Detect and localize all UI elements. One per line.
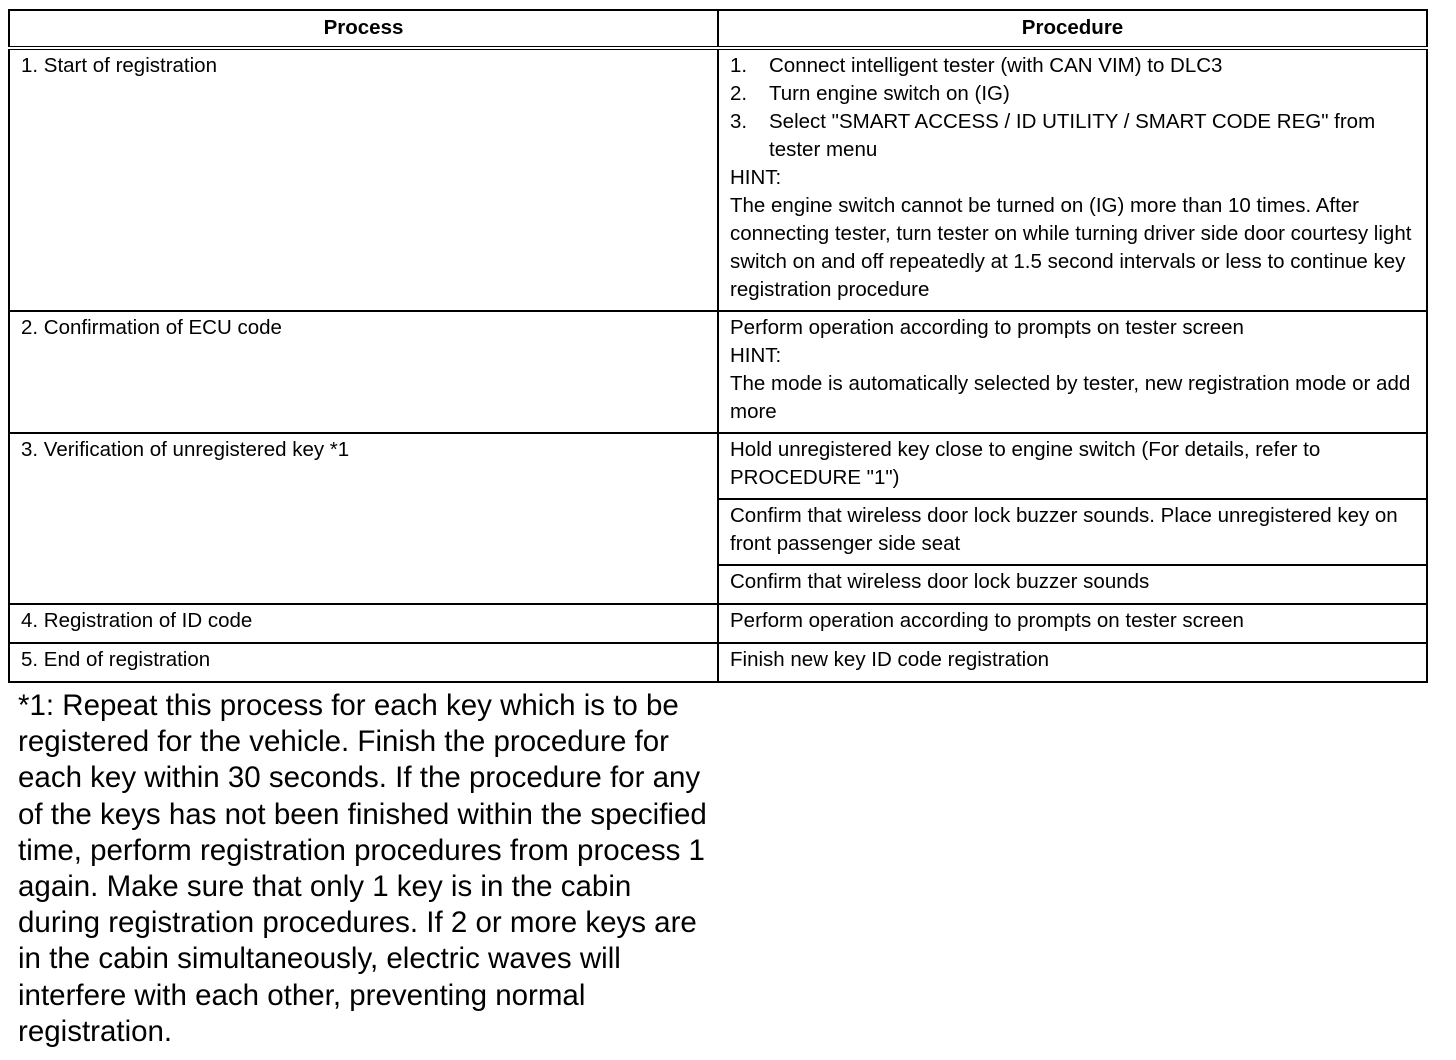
process-cell: 4. Registration of ID code	[9, 604, 718, 643]
step-text: Turn engine switch on (IG)	[769, 82, 1010, 105]
hint-label: HINT:	[730, 344, 782, 367]
list-item	[730, 108, 1416, 164]
list-item	[730, 80, 1416, 108]
hint-label: HINT:	[730, 166, 782, 189]
process-cell: 1. Start of registration	[9, 48, 718, 311]
procedure-cell	[718, 48, 1427, 311]
table-row	[9, 433, 1427, 499]
procedure-cell: Confirm that wireless door lock buzzer sounds	[718, 565, 1427, 604]
header-process: Process	[9, 10, 718, 48]
table-row	[9, 643, 1427, 682]
process-cell: 5. End of registration	[9, 643, 718, 682]
procedure-cell: Confirm that wireless door lock buzzer sounds. Place unregistered key on front passenger side seat	[718, 499, 1427, 565]
step-text: Select "SMART ACCESS / ID UTILITY / SMART CODE REG" from tester menu	[769, 110, 1376, 161]
key-registration-table	[8, 9, 1428, 683]
table-row	[9, 311, 1427, 433]
table-row	[9, 48, 1427, 311]
procedure-cell: Hold unregistered key close to engine switch (For details, refer to PROCEDURE "1")	[718, 433, 1427, 499]
process-cell: 3. Verification of unregistered key *1	[9, 433, 718, 604]
table-body	[9, 48, 1427, 682]
footnote: *1: Repeat this process for each key which is to be registered for the vehicle. Finish the procedure for each key within 30 seconds. If the procedure for any of the keys has not been finished within the specified time, perform registration procedures from process 1 again. Make sure that only 1 key is in the cabin during registration procedures. If 2 or more keys are in the cabin simultaneously, electric waves will interfere with each other, preventing normal registration.	[18, 689, 707, 1048]
step-list	[730, 52, 1416, 164]
step-number: 1.	[730, 54, 748, 77]
hint-text: The mode is automatically selected by tester, new registration mode or add more	[730, 372, 1411, 423]
procedure-cell: Perform operation according to prompts on tester screen	[718, 604, 1427, 643]
procedure-text: Perform operation according to prompts on tester screen	[730, 316, 1244, 339]
hint-text: The engine switch cannot be turned on (IG) more than 10 times. After connecting tester, turn tester on while turning driver side door courtesy light switch on and off repeatedly at 1.5 second intervals or less to continue key registration procedure	[730, 194, 1412, 301]
table-header	[9, 10, 1427, 48]
step-text: Connect intelligent tester (with CAN VIM) to DLC3	[769, 54, 1223, 77]
step-number: 2.	[730, 82, 748, 105]
procedure-cell: Finish new key ID code registration	[718, 643, 1427, 682]
table-row	[9, 604, 1427, 643]
list-item	[730, 52, 1416, 80]
process-cell: 2. Confirmation of ECU code	[9, 311, 718, 433]
procedure-cell	[718, 311, 1427, 433]
step-number: 3.	[730, 110, 748, 133]
header-procedure: Procedure	[718, 10, 1427, 48]
header-row	[9, 10, 1427, 48]
